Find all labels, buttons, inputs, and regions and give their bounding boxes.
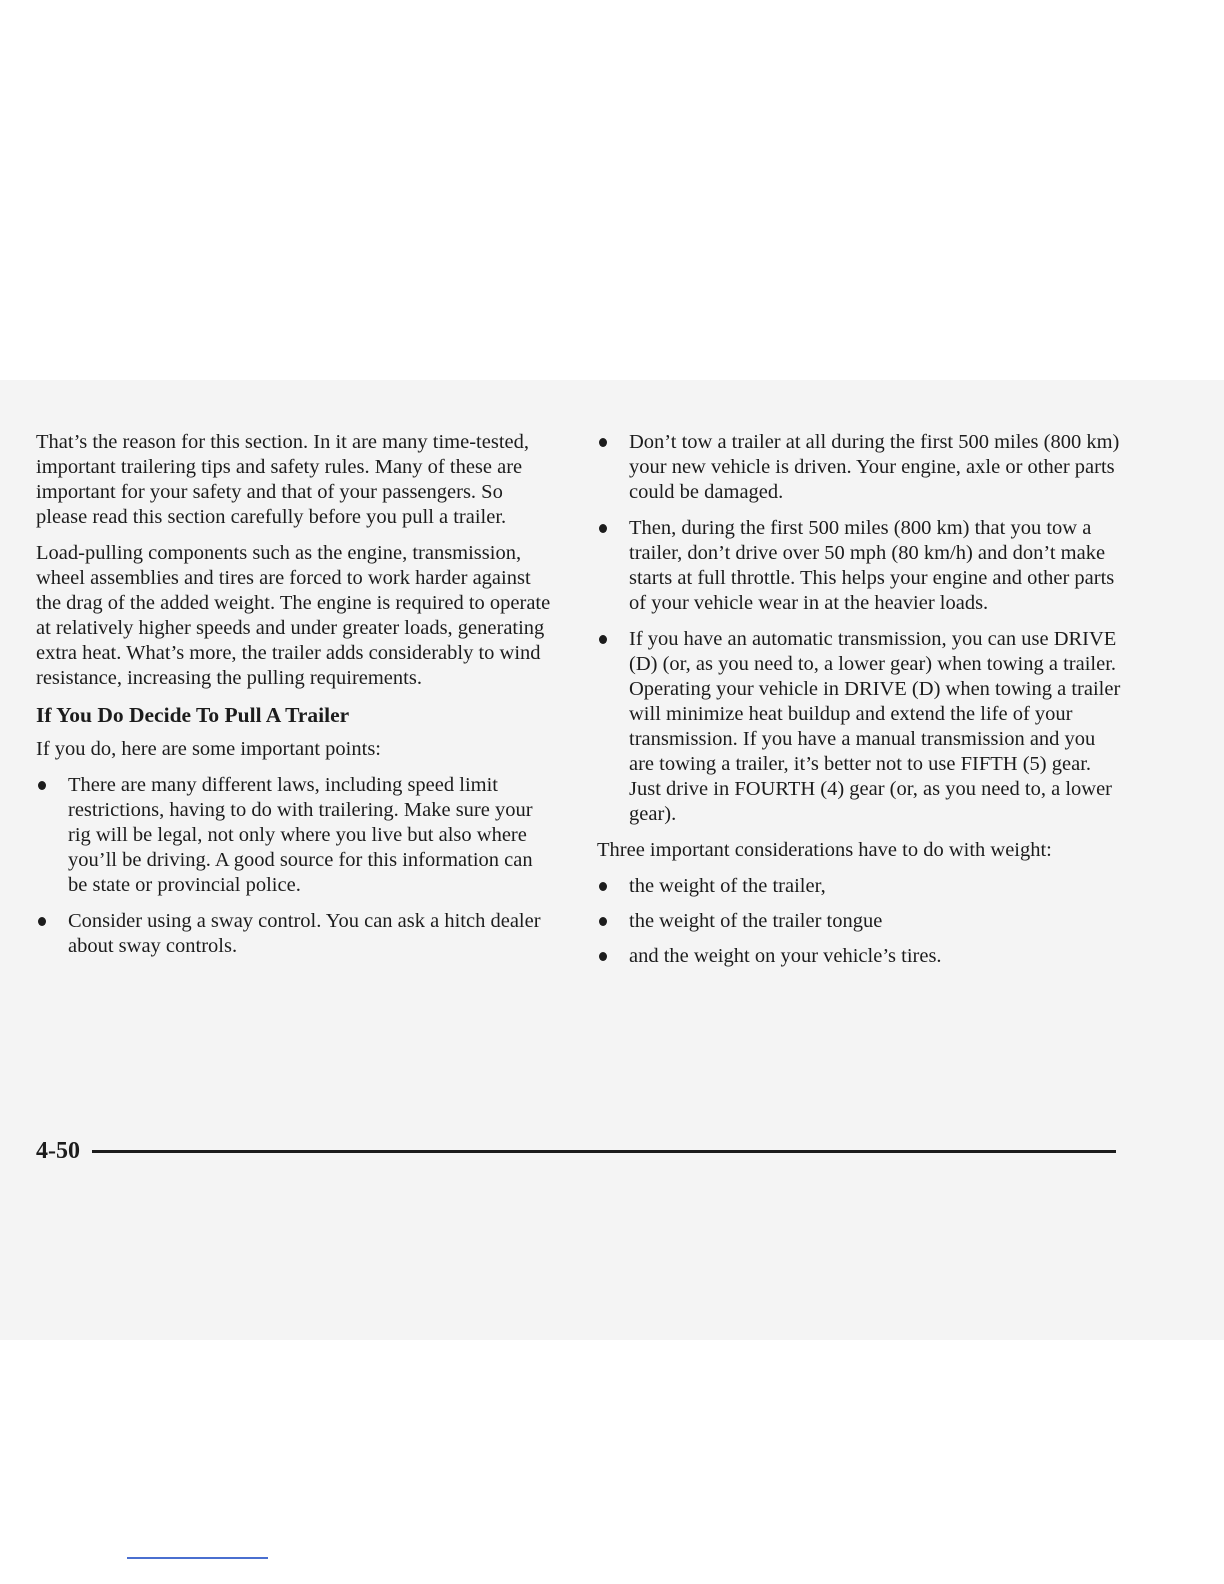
list-item [597,874,1122,899]
list-item-text: the weight of the trailer, [629,875,826,897]
right-column [597,430,1122,979]
list-item-text: the weight of the trailer tongue [629,910,883,932]
footer-rule [92,1150,1116,1153]
list-item-text: If you have an automatic transmission, you can use DRIVE (D) (or, as you need to, a lower gear) when towing a trailer. Operating your vehicle in DRIVE (D) when towing a trailer will minimize heat buildup and extend the life of your transmission. If you have a manual transmission and you are towing a trailer, it’s better not to use FIFTH (5) gear. Just drive in FOURTH (4) gear (or, as you need to, a lower gear). [629,628,1121,825]
list-item [36,909,556,959]
intro-paragraph: That’s the reason for this section. In it are many time-tested, important trailering tips and safety rules. Many of these are important for your safety and that of your passengers. So please read this section carefully before you pull a trailer. [36,431,529,528]
list-item [597,909,1122,934]
left-column [36,430,556,970]
list-item-text: and the weight on your vehicle’s tires. [629,945,942,967]
list-item-text: There are many different laws, including speed limit restrictions, having to do with trailering. Make sure your rig will be legal, not only where you live but also where you’ll be driving. A good source for this information can be state or provincial police. [68,774,533,896]
weight-bullet-list [597,874,1122,969]
list-item [597,944,1122,969]
list-item-text: Don’t tow a trailer at all during the first 500 miles (800 km) your new vehicle is driven. Your engine, axle or other parts could be damaged. [629,431,1120,503]
bullet-icon [599,917,607,926]
bullet-icon [599,952,607,961]
section-heading: If You Do Decide To Pull A Trailer [36,703,350,727]
list-item-text: Then, during the first 500 miles (800 km) that you tow a trailer, don’t drive over 50 mph (80 km/h) and don’t make starts at full throttle. This helps your engine and other parts of your vehicle wear in at the heavier loads. [629,517,1115,614]
bullet-icon [599,882,607,891]
list-item [597,516,1122,616]
bottom-divider [127,1557,268,1559]
list-item [597,627,1122,827]
bullet-icon [599,438,607,447]
bullet-icon [38,781,46,790]
load-pulling-paragraph: Load-pulling components such as the engine, transmission, wheel assemblies and tires are forced to work harder against the drag of the added weight. The engine is required to operate at relatively higher speeds and under greater loads, generating extra heat. What’s more, the trailer adds considerably to wind resistance, increasing the pulling requirements. [36,542,551,689]
points-intro: If you do, here are some important points: [36,738,381,760]
bullet-icon [38,917,46,926]
bullet-icon [599,524,607,533]
list-item [597,430,1122,505]
list-item [36,773,556,898]
page-number: 4-50 [36,1138,80,1164]
right-bullet-list [597,430,1122,827]
list-item-text: Consider using a sway control. You can ask a hitch dealer about sway controls. [68,910,541,957]
page-footer [36,1135,1116,1167]
bullet-icon [599,635,607,644]
left-bullet-list [36,773,556,959]
weight-intro: Three important considerations have to do with weight: [597,839,1052,861]
